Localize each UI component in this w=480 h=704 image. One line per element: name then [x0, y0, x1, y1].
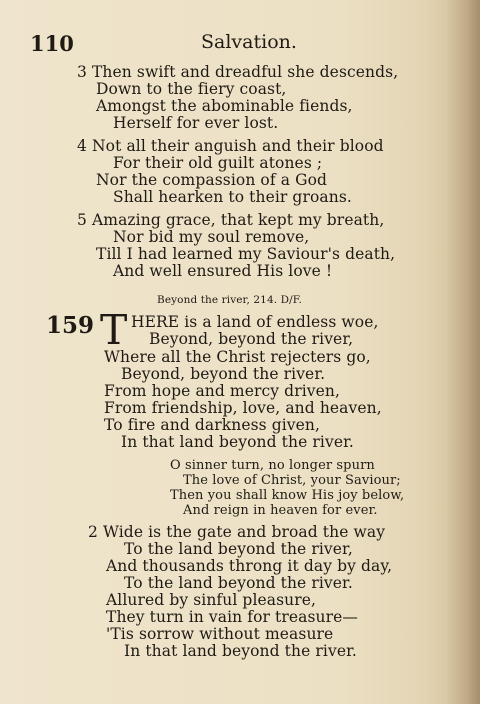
verse-line: From hope and mercy driven,: [104, 382, 341, 400]
tune-reference: Beyond the river, 214. D/F.: [157, 294, 302, 306]
running-head: Salvation.: [201, 31, 297, 53]
verse-line: Allured by sinful pleasure,: [106, 591, 317, 609]
chorus-line: The love of Christ, your Saviour;: [183, 473, 401, 488]
verse-line: To the land beyond the river,: [124, 540, 353, 558]
verse-line: HERE is a land of endless woe,: [131, 313, 379, 331]
verse-line: Amongst the abominable fiends,: [96, 97, 353, 115]
verse-line: For their old guilt atones ;: [113, 154, 323, 172]
page-number: 110: [30, 31, 74, 56]
hymn-number: 159: [46, 312, 95, 339]
verse-line: Beyond, beyond the river,: [149, 330, 354, 348]
verse-line: Shall hearken to their groans.: [113, 188, 352, 206]
chorus-line: O sinner turn, no longer spurn: [170, 458, 375, 473]
verse-line: Nor bid my soul remove,: [113, 228, 310, 246]
verse-line: And well ensured His love !: [113, 262, 333, 280]
verse-line: Where all the Christ rejecters go,: [104, 348, 371, 366]
chorus-line: And reign in heaven for ever.: [183, 503, 378, 518]
verse-line: 2 Wide is the gate and broad the way: [88, 523, 386, 541]
verse-line: 'Tis sorrow without measure: [106, 625, 334, 643]
verse-line: 5 Amazing grace, that kept my breath,: [77, 211, 385, 229]
verse-line: Herself for ever lost.: [113, 114, 279, 132]
verse-line: To the land beyond the river.: [124, 574, 353, 592]
verse-line: In that land beyond the river.: [121, 433, 354, 451]
verse-line: Down to the fiery coast,: [96, 80, 287, 98]
verse-line: To fire and darkness given,: [104, 416, 321, 434]
verse-line: And thousands throng it day by day,: [106, 557, 393, 575]
chorus-line: Then you shall know His joy below,: [170, 488, 405, 503]
book-gutter-shadow: [446, 0, 480, 704]
verse-line: In that land beyond the river.: [124, 642, 357, 660]
verse-line: Nor the compassion of a God: [96, 171, 328, 189]
verse-line: 3 Then swift and dreadful she descends,: [77, 63, 399, 81]
verse-line: From friendship, love, and heaven,: [104, 399, 382, 417]
verse-line: 4 Not all their anguish and their blood: [77, 137, 384, 155]
verse-line: They turn in vain for treasure—: [106, 608, 359, 626]
drop-cap: T: [100, 306, 128, 354]
verse-line: Till I had learned my Saviour's death,: [96, 245, 396, 263]
verse-line: Beyond, beyond the river.: [121, 365, 326, 383]
